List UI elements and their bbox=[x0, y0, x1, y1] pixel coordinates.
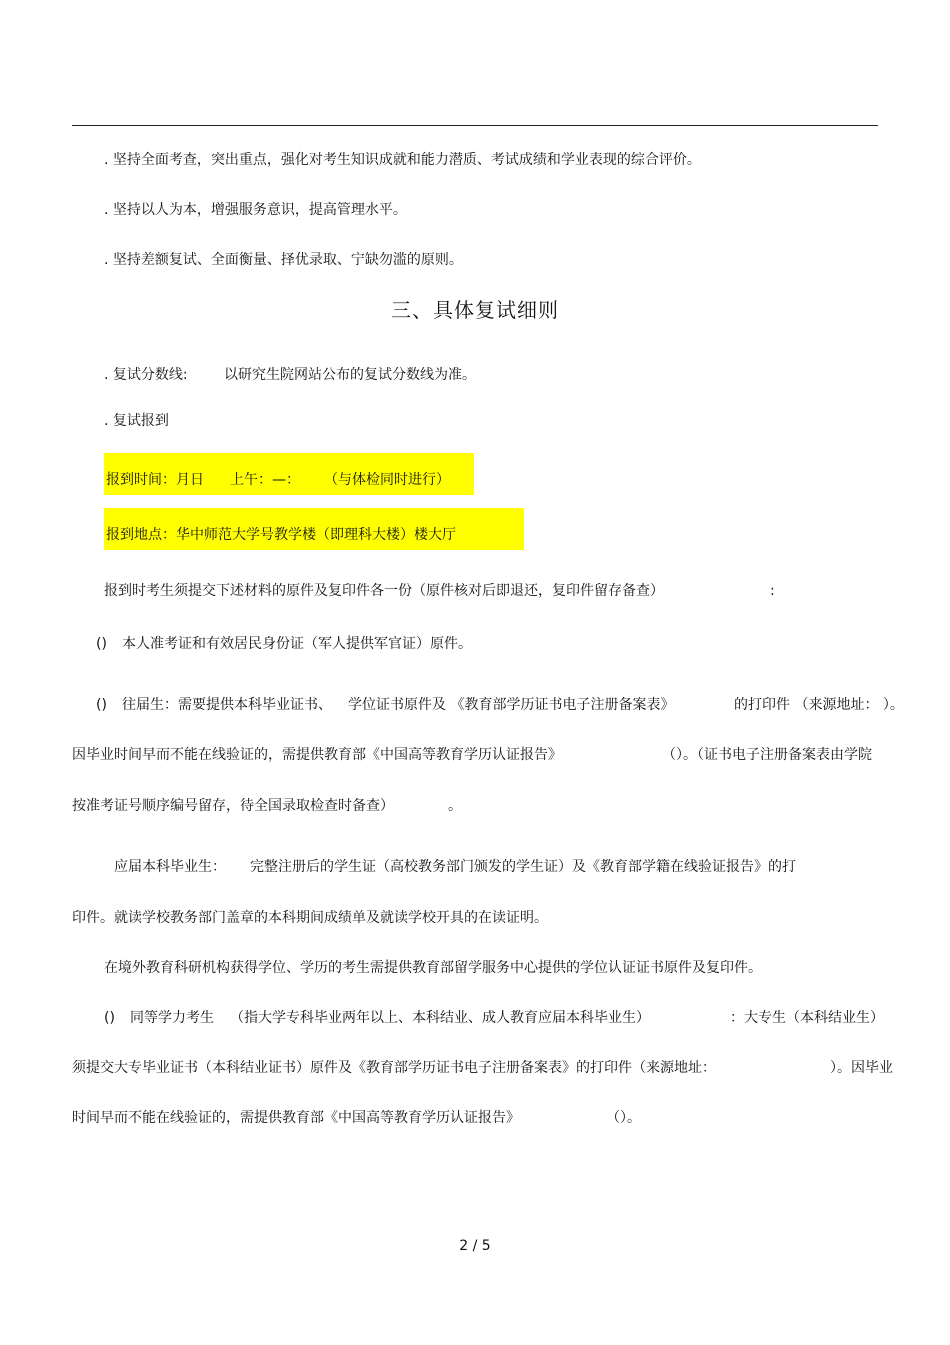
item2-line3a: 按准考证号顺序编号留存，待全国录取检查时备查） bbox=[72, 798, 394, 814]
item3-tail: ：大专生（本科结业生） bbox=[730, 1010, 884, 1026]
registration-time-value: 上午：—： bbox=[230, 472, 300, 488]
item3-number: () bbox=[104, 1010, 115, 1026]
item2-line1b: 学位证书原件及 《教育部学历证书电子注册备案表》 bbox=[348, 697, 675, 713]
fresh-grad-line1: 完整注册后的学生证（高校教务部门颁发的学生证）及《教育部学籍在线验证报告》的打 bbox=[250, 859, 796, 875]
fresh-grad-line2: 印件。就读学校教务部门盖章的本科期间成绩单及就读学校开具的在读证明。 bbox=[72, 910, 548, 926]
section-title: 三、具体复试细则 bbox=[391, 298, 559, 322]
principle-3: . 坚持差额复试、全面衡量、择优录取、宁缺勿滥的原则。 bbox=[104, 252, 463, 268]
registration-time-label: 报到时间：月日 bbox=[106, 472, 204, 488]
item2-number: () bbox=[96, 697, 107, 713]
principle-2: . 坚持以人为本，增强服务意识，提高管理水平。 bbox=[104, 202, 407, 218]
item2-line2a: 因毕业时间早而不能在线验证的，需提供教育部《中国高等教育学历认证报告》 bbox=[72, 747, 562, 763]
registration-time-note: （与体检同时进行） bbox=[324, 472, 450, 488]
overseas-text: 在境外教育科研机构获得学位、学历的考生需提供教育部留学服务中心提供的学位认证证书原件及复印件。 bbox=[104, 960, 762, 976]
materials-intro-colon: : bbox=[770, 583, 775, 599]
header-rule bbox=[72, 125, 878, 126]
principle-1: . 坚持全面考查，突出重点，强化对考生知识成就和能力潜质、考试成绩和学业表现的综合评价。 bbox=[104, 152, 701, 168]
page-number: 2 / 5 bbox=[459, 1238, 491, 1254]
registration-time-highlight bbox=[104, 453, 474, 495]
item2-line3b: 。 bbox=[448, 798, 462, 814]
item2-line1c: 的打印件 （来源地址： ）。 bbox=[734, 697, 904, 713]
score-line-label: . 复试分数线: bbox=[104, 367, 188, 383]
registration-heading: . 复试报到 bbox=[104, 413, 169, 429]
item2-line1a: 往届生：需要提供本科毕业证书、 bbox=[122, 697, 332, 713]
materials-intro: 报到时考生须提交下述材料的原件及复印件各一份（原件核对后即退还，复印件留存备查） bbox=[104, 583, 664, 599]
item3-line3b: （）。 bbox=[606, 1110, 641, 1126]
item3-paren: （指大学专科毕业两年以上、本科结业、成人教育应届本科毕业生） bbox=[230, 1010, 650, 1026]
item1-text: 本人准考证和有效居民身份证（军人提供军官证）原件。 bbox=[122, 636, 472, 652]
score-line-text: 以研究生院网站公布的复试分数线为准。 bbox=[224, 367, 476, 383]
item3-line2a: 须提交大专毕业证书（本科结业证书）原件及《教育部学历证书电子注册备案表》的打印件（来源地址： bbox=[72, 1060, 716, 1076]
fresh-grad-label: 应届本科毕业生： bbox=[114, 859, 226, 875]
item3-label: 同等学力考生 bbox=[130, 1010, 214, 1026]
item2-line2b: （）。（证书电子注册备案表由学院 bbox=[662, 747, 872, 763]
registration-place-highlight bbox=[104, 508, 524, 550]
item3-line2b: ）。因毕业 bbox=[830, 1060, 893, 1076]
item1-number: () bbox=[96, 636, 107, 652]
item3-line3a: 时间早而不能在线验证的，需提供教育部《中国高等教育学历认证报告》 bbox=[72, 1110, 520, 1126]
registration-place-text: 报到地点：华中师范大学号教学楼（即理科大楼）楼大厅 bbox=[106, 527, 456, 543]
